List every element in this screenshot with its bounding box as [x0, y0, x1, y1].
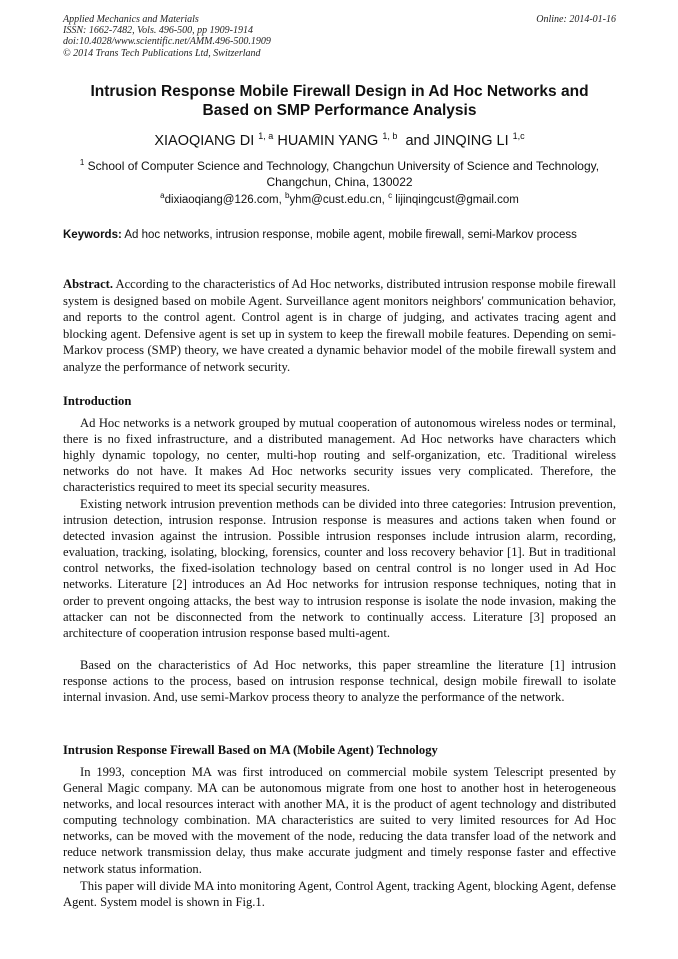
- intro-paragraph-3: Based on the characteristics of Ad Hoc networks, this paper streamline the literature [1] intrusion response actions to the process, based on intrusion response technical, design mobile firewall to isolate internal invasion. And, use semi-Markov process theory to analyze the performance of the network.: [63, 658, 616, 705]
- title-line-2: Based on SMP Performance Analysis: [202, 102, 477, 119]
- journal-doi: doi:10.4028/www.scientific.net/AMM.496-500.1909: [63, 36, 271, 48]
- title-line-1: Intrusion Response Mobile Firewall Design in Ad Hoc Networks and: [90, 83, 589, 100]
- author-3: JINQING LI: [433, 133, 509, 149]
- intro-paragraph-1: Ad Hoc networks is a network grouped by mutual cooperation of autonomous wireless nodes or terminal, there is no fixed infrastructure, and a distributed management. Ad Hoc networks have characters which highly dynamic topology, no center, multi-hop routing and self-organization, etc. Traditional wireless networks do not have. It makes Ad Hoc networks security issues very complicated. Therefore, the characteristics required to meet its special security measures.: [63, 416, 616, 495]
- abstract: [63, 276, 616, 375]
- journal-header: [63, 14, 616, 59]
- author-1-marker: 1, a: [258, 131, 274, 141]
- author-3-marker: 1,c: [512, 131, 525, 141]
- online-date: Online: 2014-01-16: [536, 14, 616, 25]
- affiliation-marker: 1: [79, 158, 85, 167]
- author-emails: [63, 193, 616, 208]
- email-a-marker: a: [160, 191, 165, 200]
- email-a: dixiaoqiang@126.com,: [164, 194, 282, 206]
- intro-paragraph-2: Existing network intrusion prevention methods can be divided into three categories: Intrusion prevention, intrusion detection, intrusion response. Intrusion response is measures and actions taken when found or detected invasion against the intrusion. Possible intrusion responses include intrusion alarm, recording, evaluation, tracking, isolating, blocking, forensics, counter and loss recovery behavior [1]. But in traditional control networks, the fixed-isolation technology based on central control is no longer used in Ad Hoc networks. Literature [2] introduces an Ad Hoc networks for intrusion response techniques, noting that in order to prevent ongoing attacks, the best way to intrusion response is isolate the node invasion, making the attacker can not be disconnected from the network to continually access. Literature [3] proposed an architecture of cooperation intrusion response based multi-agent.: [63, 497, 616, 640]
- section-2-paragraph-2: This paper will divide MA into monitoring Agent, Control Agent, tracking Agent, blocking Agent, defense Agent. System model is shown in Fig.1.: [63, 879, 616, 910]
- introduction-heading: Introduction: [63, 394, 132, 408]
- section-2-heading: Intrusion Response Firewall Based on MA (Mobile Agent) Technology: [63, 743, 438, 757]
- author-list: [63, 132, 616, 150]
- abstract-label: Abstract.: [63, 277, 114, 291]
- email-b: yhm@cust.edu.cn,: [289, 194, 385, 206]
- affiliation: [63, 158, 616, 190]
- keywords-label: Keywords:: [63, 229, 122, 241]
- author-separator: and: [405, 133, 430, 149]
- paper-title: [63, 82, 616, 120]
- email-b-marker: b: [285, 191, 290, 200]
- author-2-marker: 1, b: [382, 131, 398, 141]
- author-1: XIAOQIANG DI: [154, 133, 255, 149]
- journal-copyright: © 2014 Trans Tech Publications Ltd, Switzerland: [63, 47, 261, 59]
- keywords: [63, 228, 616, 244]
- email-c-marker: c: [388, 191, 393, 200]
- email-c: lijinqingcust@gmail.com: [395, 194, 519, 206]
- keywords-text: Ad hoc networks, intrusion response, mobile agent, mobile firewall, semi-Markov process: [124, 229, 577, 241]
- affiliation-text: School of Computer Science and Technology, Changchun University of Science and Technology, Changchun, China, 130022: [87, 159, 600, 189]
- author-2: HUAMIN YANG: [277, 133, 379, 149]
- section-2-paragraph-1: In 1993, conception MA was first introduced on commercial mobile system Telescript presented by General Magic company. MA can be autonomous migrate from one host to another host in heterogeneous networks, and local resources interact with another MA, it is the product of agent technology and distributed computing technology combination. MA characteristics are suited to very limited resources for Ad Hoc networks, can be moved with the movement of the node, reducing the data transfer load of the network and reduce network transmission delay, thus make accurate judgment and timely response faster and effective network status information.: [63, 765, 616, 876]
- journal-issn: ISSN: 1662-7482, Vols. 496-500, pp 1909-1914: [63, 25, 253, 37]
- abstract-text: According to the characteristics of Ad Hoc networks, distributed intrusion response mobile firewall system is designed based on mobile Agent. Surveillance agent monitors neighbors' communication behavior, and reports to the control agent. Control agent is in charge of judging, and activates tracing agent and blocking agent. Defensive agent is set up in system to keep the firewall mobile features. Depending on semi-Markov process (SMP) theory, we have created a dynamic behavior model of the mobile firewall system and analyze the performance of network security.: [63, 277, 616, 374]
- journal-name: Applied Mechanics and Materials: [63, 14, 199, 25]
